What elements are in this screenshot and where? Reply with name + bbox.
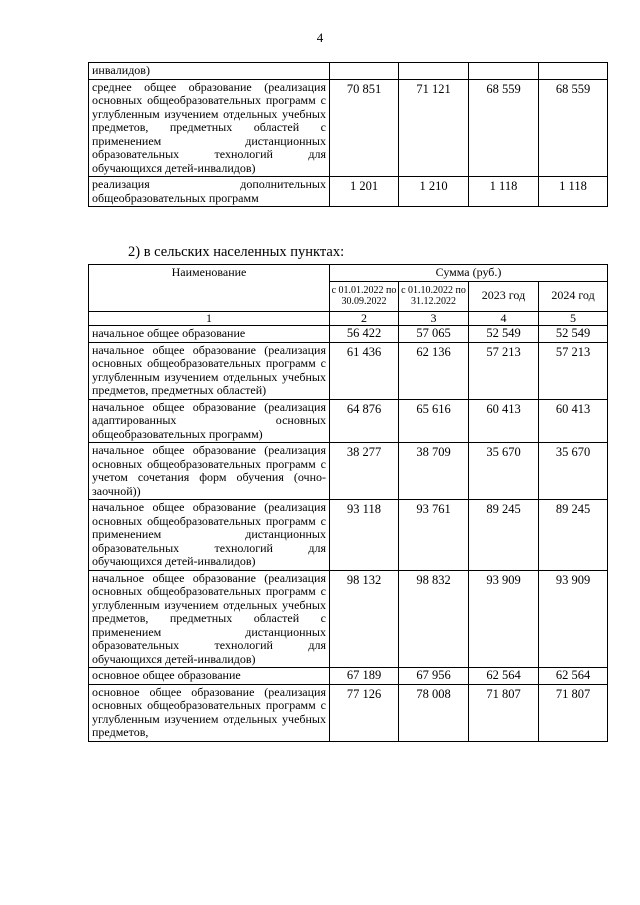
value-cell: 57 213 [469,342,539,399]
value-cell: 89 245 [469,500,539,571]
row-name: начальное общее образование (реализация основных общеобразовательных программ с применением дистанционных образовательных технологий для обучающихся детей-инвалидов) [89,500,330,571]
table-row [89,443,608,500]
row-name: начальное общее образование (реализация основных общеобразовательных программ с углубленным изучением отдельных учебных предметов, предметных областей) [89,342,330,399]
row-name: основное общее образование (реализация основных общеобразовательных программ с углубленным изучением отдельных учебных предметов, [89,684,330,741]
table-row [89,570,608,668]
value-cell: 68 559 [539,79,608,177]
value-cell: 65 616 [399,399,469,443]
value-cell [469,63,539,80]
header-period1: с 01.01.2022 по 30.09.2022 [330,281,399,311]
value-cell: 64 876 [330,399,399,443]
value-cell: 67 956 [399,668,469,685]
value-cell: 71 807 [539,684,608,741]
value-cell: 78 008 [399,684,469,741]
table-row [89,684,608,741]
value-cell: 70 851 [330,79,399,177]
table-row [89,668,608,685]
header-row [89,265,608,282]
row-name: реализация дополнительных общеобразовательных программ [89,177,330,207]
value-cell: 1 118 [539,177,608,207]
value-cell: 71 121 [399,79,469,177]
rural-table [88,264,608,742]
row-name: среднее общее образование (реализация основных общеобразовательных программ с углубленным изучением отдельных учебных предметов, предметных областей с применением дистанционных образовательных технологий для обучающихся детей-инвалидов) [89,79,330,177]
value-cell: 68 559 [469,79,539,177]
table-row [89,63,608,80]
value-cell: 1 201 [330,177,399,207]
row-name: начальное общее образование [89,326,330,343]
table-row [89,342,608,399]
header-year2024: 2024 год [539,281,608,311]
table-row [89,326,608,343]
value-cell: 62 136 [399,342,469,399]
index-row [89,311,608,326]
value-cell [539,63,608,80]
value-cell [330,63,399,80]
value-cell: 35 670 [469,443,539,500]
row-name: основное общее образование [89,668,330,685]
continued-table [88,62,608,207]
value-cell: 93 761 [399,500,469,571]
value-cell: 93 118 [330,500,399,571]
row-name: начальное общее образование (реализация основных общеобразовательных программ с углубленным изучением отдельных учебных предметов, предметных областей с применением дистанционных образовательных технологий для обучающихся детей-инвалидов) [89,570,330,668]
value-cell: 38 709 [399,443,469,500]
value-cell: 57 065 [399,326,469,343]
value-cell: 93 909 [539,570,608,668]
value-cell: 52 549 [539,326,608,343]
value-cell: 89 245 [539,500,608,571]
index-cell: 3 [399,311,469,326]
value-cell: 71 807 [469,684,539,741]
value-cell: 38 277 [330,443,399,500]
value-cell: 35 670 [539,443,608,500]
value-cell: 60 413 [539,399,608,443]
table-row [89,399,608,443]
row-name: начальное общее образование (реализация основных общеобразовательных программ с учетом сочетания форм обучения (очно-заочной)) [89,443,330,500]
value-cell: 61 436 [330,342,399,399]
header-name: Наименование [89,265,330,312]
row-name: начальное общее образование (реализация адаптированных основных общеобразовательных программ) [89,399,330,443]
value-cell: 1 118 [469,177,539,207]
value-cell: 56 422 [330,326,399,343]
value-cell: 98 132 [330,570,399,668]
header-year2023: 2023 год [469,281,539,311]
value-cell: 1 210 [399,177,469,207]
value-cell: 98 832 [399,570,469,668]
value-cell: 67 189 [330,668,399,685]
value-cell: 62 564 [469,668,539,685]
value-cell: 57 213 [539,342,608,399]
value-cell [399,63,469,80]
table-row [89,177,608,207]
row-name: инвалидов) [89,63,330,80]
table-row [89,79,608,177]
index-cell: 2 [330,311,399,326]
section-heading: 2) в сельских населенных пунктах: [128,244,345,260]
page-number: 4 [316,30,324,45]
index-cell: 1 [89,311,330,326]
value-cell: 52 549 [469,326,539,343]
value-cell: 93 909 [469,570,539,668]
value-cell: 62 564 [539,668,608,685]
header-sum: Сумма (руб.) [330,265,608,282]
table-row [89,500,608,571]
value-cell: 77 126 [330,684,399,741]
index-cell: 5 [539,311,608,326]
index-cell: 4 [469,311,539,326]
header-period2: с 01.10.2022 по 31.12.2022 [399,281,469,311]
value-cell: 60 413 [469,399,539,443]
